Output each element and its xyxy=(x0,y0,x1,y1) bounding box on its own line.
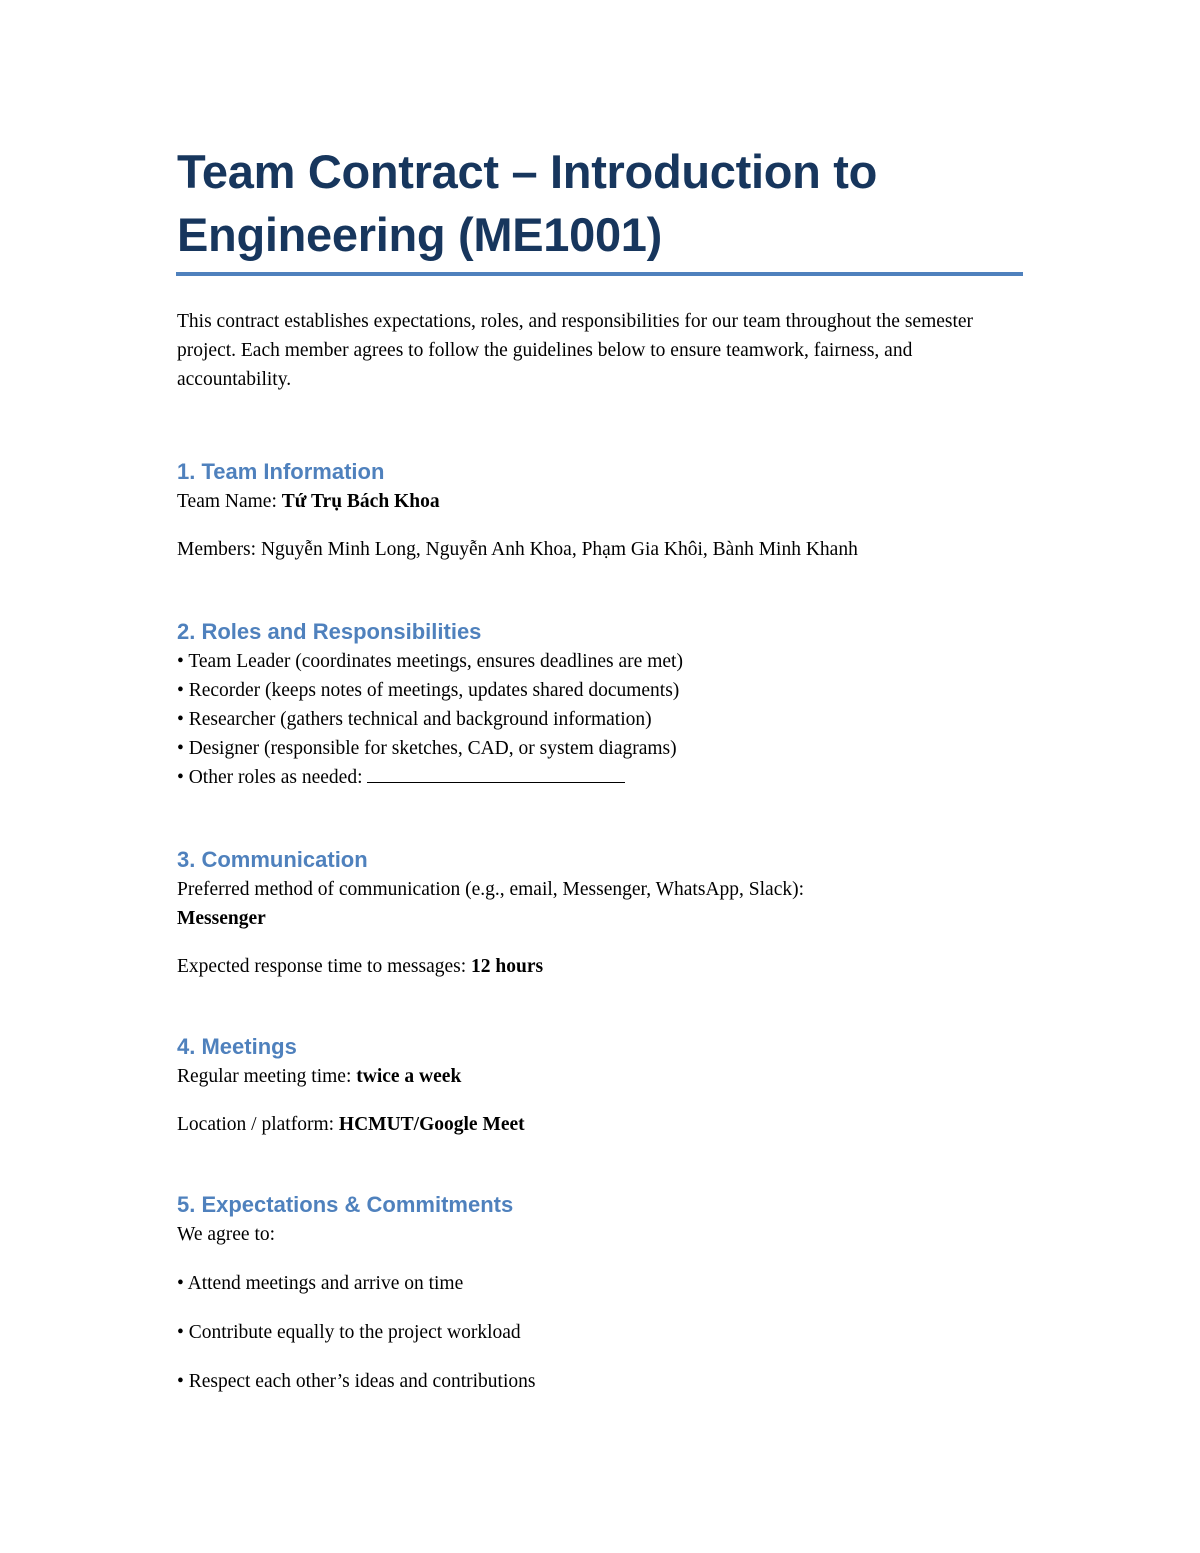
team-name-value: Tứ Trụ Bách Khoa xyxy=(281,491,440,512)
communication-method-value: Messenger xyxy=(177,908,266,929)
section-heading-meetings: 4. Meetings xyxy=(177,1034,297,1059)
response-time-value: 12 hours xyxy=(471,956,544,977)
members-line xyxy=(177,535,1025,564)
role-item: • Team Leader (coordinates meetings, ensures deadlines are met) xyxy=(177,651,683,672)
section-heading-team-information: 1. Team Information xyxy=(177,459,385,484)
expectations-lead: We agree to: xyxy=(177,1224,276,1245)
document-title: Team Contract – Introduction to Engineering (ME1001) xyxy=(177,145,878,261)
response-time-label: Expected response time to messages: xyxy=(177,956,472,977)
team-name-label: Team Name: xyxy=(177,491,282,512)
response-time-line xyxy=(177,952,1025,981)
section-heading-expectations: 5. Expectations & Commitments xyxy=(177,1192,514,1217)
role-item: • Designer (responsible for sketches, CAD, or system diagrams) xyxy=(177,738,677,759)
commitment-item: • Contribute equally to the project workload xyxy=(177,1322,521,1343)
intro-paragraph: This contract establishes expectations, roles, and responsibilities for our team throughout the semester project. Each member agrees to follow the guidelines below to ensure teamwork, fairness, and accountability. xyxy=(177,311,974,390)
meeting-time-label: Regular meeting time: xyxy=(177,1066,357,1087)
role-item: • Researcher (gathers technical and background information) xyxy=(177,709,652,730)
members-label: Members: xyxy=(177,539,261,560)
commitment-item: • Attend meetings and arrive on time xyxy=(177,1273,464,1294)
meeting-location-label: Location / platform: xyxy=(177,1114,339,1135)
members-value: Nguyễn Minh Long, Nguyễn Anh Khoa, Phạm Gia Khôi, Bành Minh Khanh xyxy=(260,539,858,560)
role-item: • Recorder (keeps notes of meetings, updates shared documents) xyxy=(177,680,680,701)
meeting-time-value: twice a week xyxy=(356,1066,462,1087)
team-name-line xyxy=(177,487,1025,516)
meeting-time-line xyxy=(177,1062,1025,1091)
document-page xyxy=(177,140,1025,1396)
other-roles-line xyxy=(177,763,1025,792)
commitment-item: • Respect each other’s ideas and contributions xyxy=(177,1371,536,1392)
section-heading-communication: 3. Communication xyxy=(177,847,368,872)
section-heading-roles: 2. Roles and Responsibilities xyxy=(177,619,482,644)
title-underline xyxy=(176,272,1023,276)
meeting-location-line xyxy=(177,1110,1025,1139)
other-roles-blank[interactable] xyxy=(367,764,625,783)
other-roles-label: • Other roles as needed: xyxy=(177,767,368,788)
meeting-location-value: HCMUT/Google Meet xyxy=(338,1114,525,1135)
communication-method-label: Preferred method of communication (e.g., email, Messenger, WhatsApp, Slack): xyxy=(177,879,805,900)
communication-method-value-line xyxy=(177,904,1025,933)
